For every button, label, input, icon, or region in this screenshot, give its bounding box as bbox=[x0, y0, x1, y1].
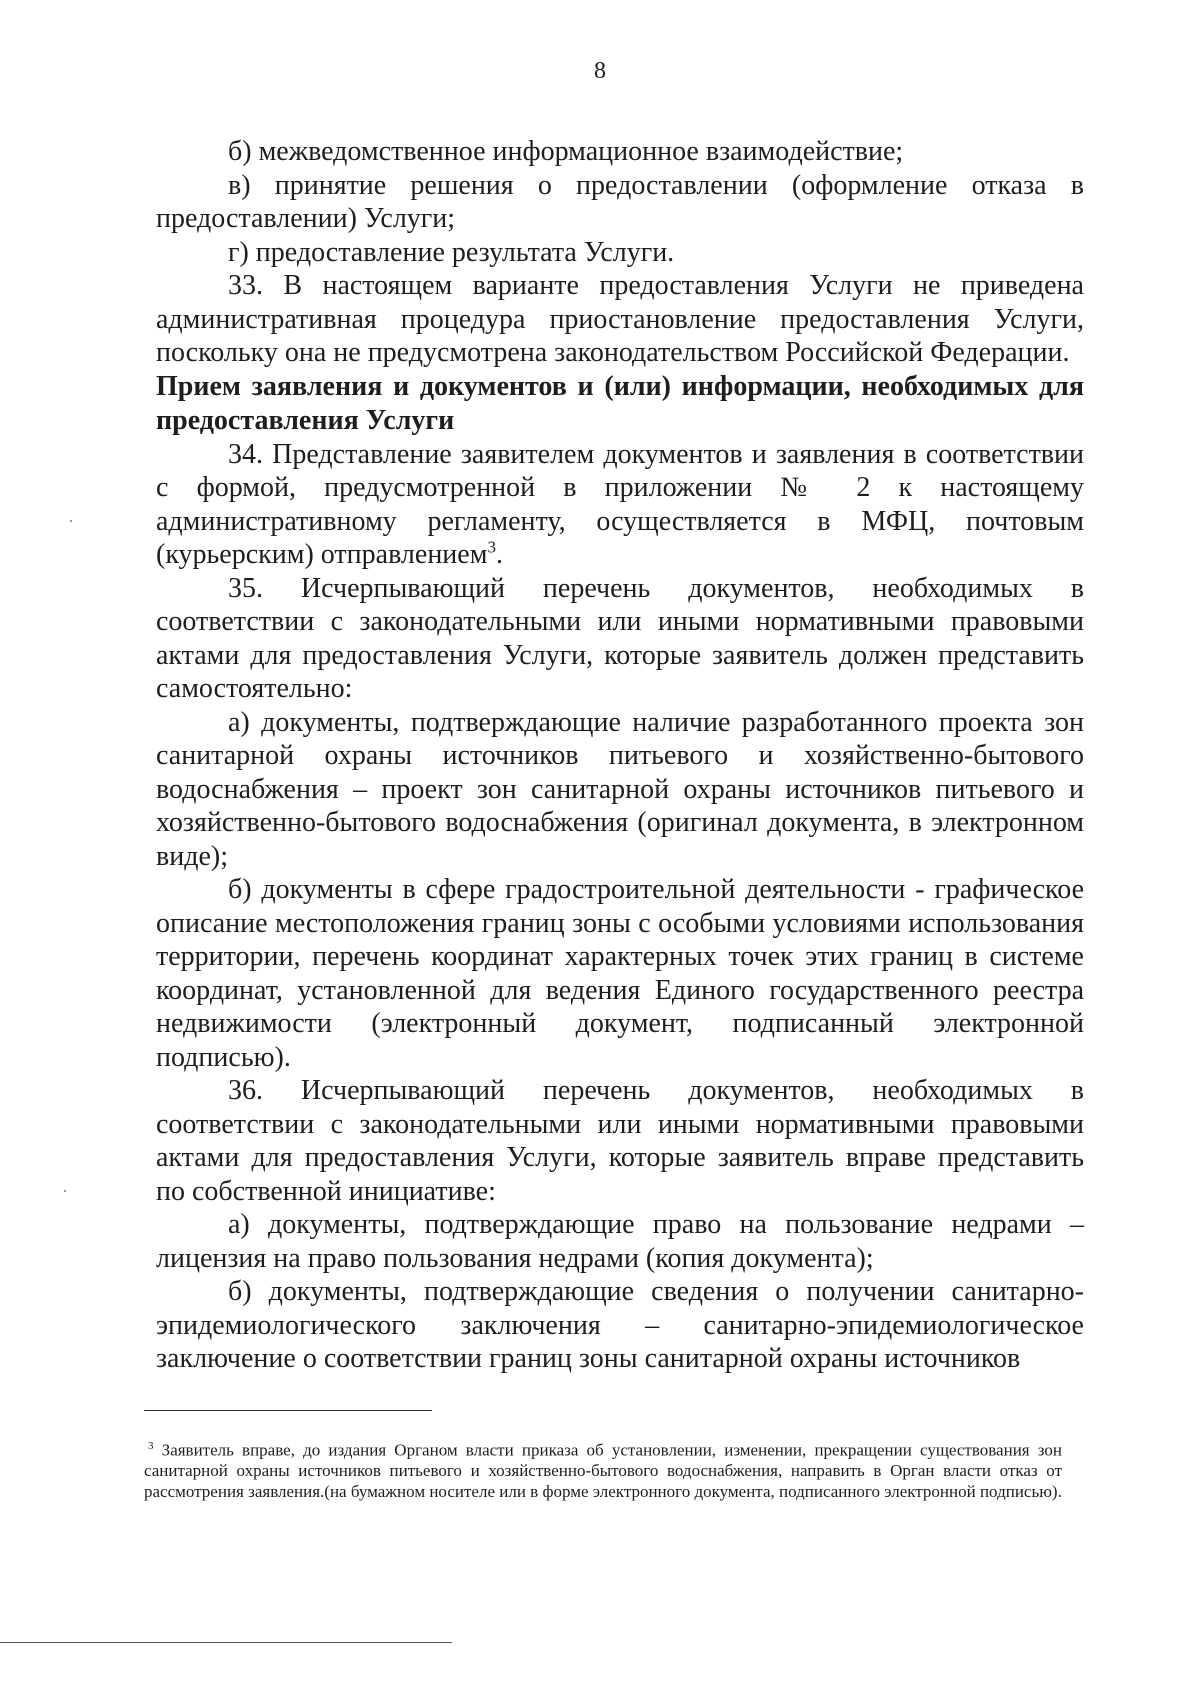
paragraph: а) документы, подтверждающие наличие разработанного проекта зон санитарной охраны источников питьевого и хозяйственно-бытового водоснабжения – проект зон санитарной охраны источников питьевого и хозяйственно-бытового водоснабжения (оригинал документа, в электронном виде); bbox=[156, 706, 1084, 872]
footnote-text: Заявитель вправе, до издания Органом власти приказа об установлении, изменении, прекращении существования зон санитарной охраны источников питьевого и хозяйственно-бытового водоснабжения, направить в Орган власти отказ от рассмотрения заявления.(на бумажном носителе или в форме электронного документа, подписанного электронной подписью). bbox=[144, 1440, 1062, 1501]
page-number: 8 bbox=[594, 58, 606, 84]
paragraph: 36. Исчерпывающий перечень документов, необходимых в соответствии с законодательными или иными нормативными правовыми актами для предоставления Услуги, которые заявитель вправе представить по собственной инициативе: bbox=[156, 1075, 1084, 1207]
scan-speck bbox=[64, 1190, 66, 1192]
footnote-marker: 3 bbox=[148, 1440, 154, 1452]
paragraph-34 bbox=[156, 438, 1084, 572]
paragraph-end: . bbox=[495, 539, 503, 570]
paragraph: в) принятие решения о предоставлении (оформление отказа в предоставлении) Услуги; bbox=[156, 169, 1084, 234]
paragraph: а) документы, подтверждающие право на пользование недрами – лицензия на право пользования недрами (копия документа); bbox=[156, 1209, 1084, 1274]
paragraph: 33. В настоящем варианте предоставления Услуги не приведена административная процедура приостановление предоставления Услуги, поскольку она не предусмотрена законодательством Российской Федерации. bbox=[156, 270, 1084, 368]
footnote-separator bbox=[144, 1410, 432, 1411]
scan-edge-line bbox=[0, 1642, 452, 1643]
footnote-reference[interactable]: 3 bbox=[487, 537, 496, 557]
paragraph: б) документы, подтверждающие сведения о получении санитарно-эпидемиологического заключения – санитарно-эпидемиологическое заключение о соответствии границ зоны санитарной охраны источников bbox=[156, 1276, 1084, 1374]
footnote bbox=[144, 1436, 1062, 1502]
paragraph: б) документы в сфере градостроительной деятельности - графическое описание местоположения границ зоны с особыми условиями использования территории, перечень координат характерных точек этих границ в системе координат, установленной для ведения Единого государственного реестра недвижимости (электронный документ, подписанный электронной подписью). bbox=[156, 874, 1084, 1073]
paragraph-text: 34. Представление заявителем документов и заявления в соответствии с формой, предусмотренной в приложении № 2 к настоящему административному регламенту, осуществляется в МФЦ, почтовым (курьерским) отправлением bbox=[156, 438, 1084, 570]
paragraph: 35. Исчерпывающий перечень документов, необходимых в соответствии с законодательными или иными нормативными правовыми актами для предоставления Услуги, которые заявитель должен представить самостоятельно: bbox=[156, 572, 1084, 704]
paragraph: б) межведомственное информационное взаимодействие; bbox=[228, 136, 904, 167]
section-heading: Прием заявления и документов и (или) информации, необходимых для предоставления Услуги bbox=[156, 370, 1084, 436]
paragraph: г) предоставление результата Услуги. bbox=[228, 236, 675, 268]
document-body bbox=[156, 135, 1084, 1376]
scan-speck bbox=[70, 520, 72, 522]
